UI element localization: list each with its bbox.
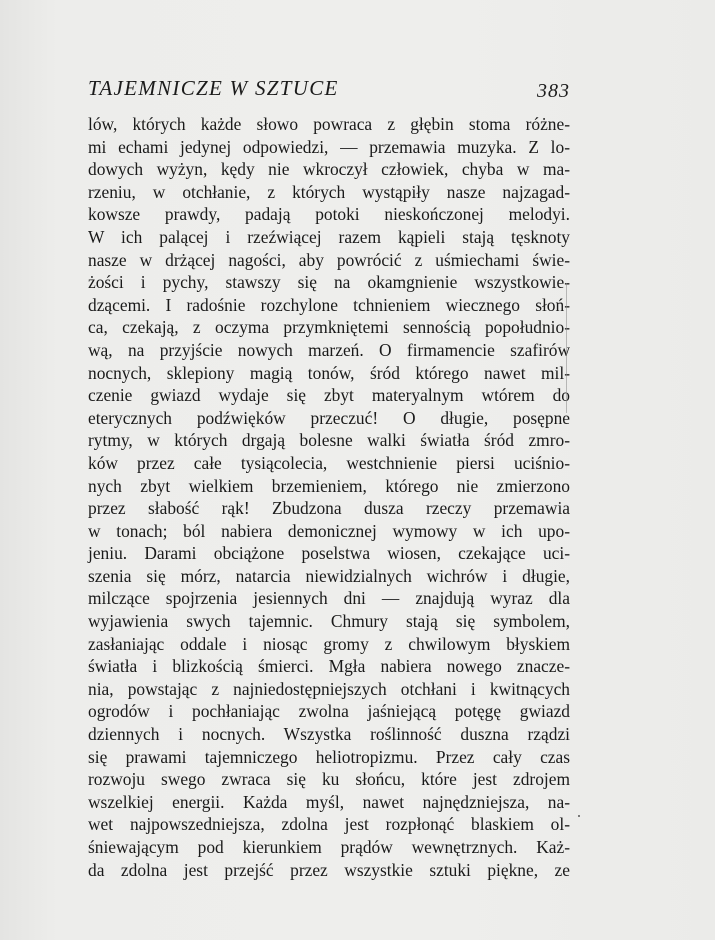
text-line: rozwoju swego zwraca się ku słońcu, które jest zdrojem [88,769,570,790]
text-line: wyjawienia swych tajemnic. Chmury stają się symbolem, [88,611,570,632]
text-line: przez słabość rąk! Zbudzona dusza rzeczy przemawia [88,498,570,519]
text-line: nocnych, sklepiony magią tonów, śród którego nawet mil- [88,362,570,383]
text-line: da zdolna jest przejść przez wszystkie sztuki piękne, ze [88,859,570,880]
text-line: ogrodów i pochłaniając zwolna jaśniejącą potęgę gwiazd [88,701,570,722]
text-line: śniewającym pod kierunkiem prądów wewnętrznych. Każ- [88,837,570,857]
paper-speck [578,815,580,817]
text-line: lów, których każde słowo powraca z głębin stoma różne- [88,114,570,134]
text-line: nasze w drżącej nagości, aby powrócić z uśmiechami świe- [88,249,570,270]
text-line: eterycznych podźwięków przeczuć! O długie, posępne [88,407,570,428]
text-line: jeniu. Darami obciążone poselstwa wiosen, czekające uci- [88,543,570,564]
text-line: wet najpowszedniejsza, zdolna jest rozpłonąć blaskiem ol- [88,814,570,835]
text-line: W ich palącej i rzeźwiącej razem kąpieli stają tęsknoty [88,226,570,247]
text-line: mi echami jedynej odpowiedzi, — przemawia muzyka. Z lo- [88,136,570,157]
text-line: kowsze prawdy, padają potoki nieskończonej melodyi. [88,204,570,225]
text-line: się prawami tajemniczego heliotropizmu. Przez cały czas [88,746,570,767]
text-line: dowych wyżyn, kędy nie wkroczył człowiek, chyba w ma- [88,159,570,180]
text-line: szenia się mórz, natarcia niewidzialnych wichrów i długie, [88,565,570,586]
page-header [88,76,570,104]
text-line: rytmy, w których drgają bolesne walki światła śród zmro- [88,430,570,451]
text-line: nia, powstając z najniedostępniejszych otchłani i kwitnących [88,678,570,699]
margin-pencil-mark [566,283,569,413]
text-line: w tonach; ból nabiera demonicznej wymowy w ich upo- [88,520,570,541]
text-line: wszelkiej energii. Każda myśl, nawet najnędzniejsza, na- [88,791,570,812]
text-line: dziennych i nocnych. Wszystka roślinność duszna rządzi [88,724,570,745]
page-number: 383 [537,80,570,102]
text-line: dzącemi. I radośnie rozchylone tchnieniem wiecznego słoń- [88,294,570,315]
text-line: rzeniu, w otchłanie, z których wystąpiły nasze najzagad- [88,181,570,202]
running-title: TAJEMNICZE W SZTUCE [88,76,339,100]
text-line: ków przez całe tysiącolecia, westchnienie piersi uciśnio- [88,452,570,473]
body-text [88,113,570,881]
text-line: wą, na przyjście nowych marzeń. O firmamencie szafirów [88,339,570,360]
text-line: żości i pychy, stawszy się na okamgnienie wszystkowie- [88,272,570,293]
text-line: milczące spojrzenia jesiennych dni — znajdują wyraz dla [88,588,570,609]
text-line: zasłaniając oddale i niosąc gromy z chwilowym błyskiem [88,633,570,654]
text-line: światła i blizkością śmierci. Mgła nabiera nowego znacze- [88,656,570,677]
text-line: ca, czekają, z oczyma przymkniętemi sennością popołudnio- [88,317,570,338]
text-line: czenie gwiazd wydaje się zbyt materyalnym wtórem do [88,385,570,406]
text-line: nych zbyt wielkiem brzemieniem, którego nie zmierzono [88,475,570,496]
